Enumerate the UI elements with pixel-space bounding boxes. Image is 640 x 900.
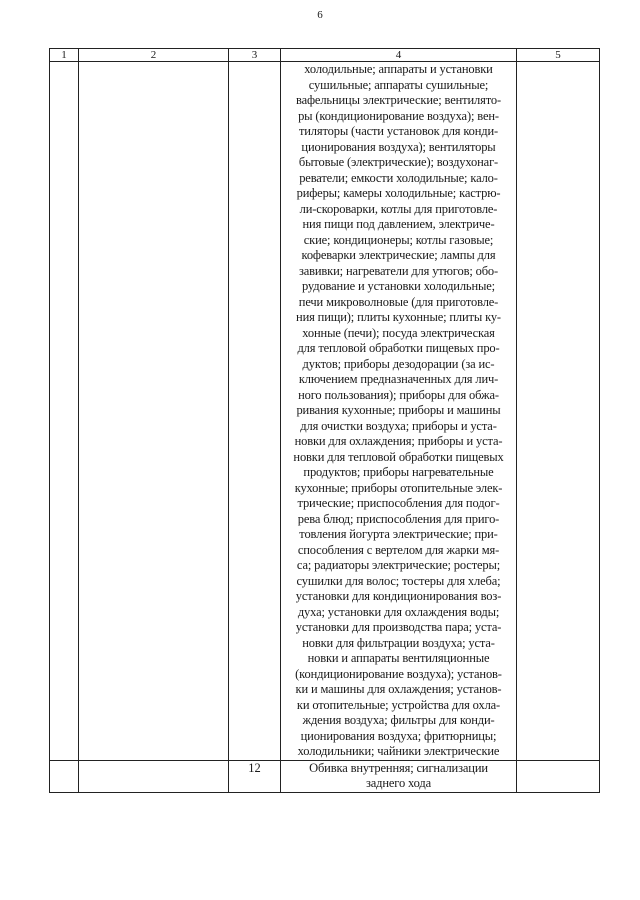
- cell-col-5: [517, 62, 600, 761]
- goods-line: установки для производства пара; уста-: [295, 620, 502, 634]
- goods-line: способления с вертелом для жарки мя-: [297, 542, 500, 557]
- cell-col-2: [79, 760, 229, 792]
- goods-line: ния пищи); плиты кухонные; плиты ку-: [296, 310, 501, 324]
- goods-line: ждения воздуха; фильтры для конди-: [302, 713, 495, 727]
- goods-line: новки для охлаждения; приборы и уста-: [294, 434, 503, 448]
- goods-line: печи микроволновые (для приготовле-: [298, 294, 499, 309]
- goods-line: новки для тепловой обработки пищевых: [293, 449, 504, 464]
- goods-line: товления йогурта электрические; при-: [299, 527, 498, 541]
- goods-line: ки отопительные; устройства для охла-: [296, 697, 501, 712]
- goods-line: ли-скороварки, котлы для приготовле-: [299, 201, 498, 216]
- goods-line: Обивка внутренняя; сигнализации: [309, 760, 488, 775]
- cell-col-2: [79, 62, 229, 761]
- goods-classification-table: [49, 48, 600, 793]
- cell-col-1: [50, 62, 79, 761]
- goods-line: для очистки воздуха; приборы и уста-: [300, 418, 497, 433]
- goods-line: ния пищи под давлением, электриче-: [302, 217, 495, 231]
- goods-line: ного пользования); приборы для обжа-: [298, 387, 499, 402]
- goods-line: завивки; нагреватели для утюгов; обо-: [298, 263, 499, 278]
- header-col-4: 4: [281, 49, 517, 62]
- goods-line: са; радиаторы электрические; ростеры;: [296, 558, 501, 572]
- goods-line: продуктов; приборы нагревательные: [303, 465, 494, 479]
- goods-line: новки для фильтрации воздуха; уста-: [302, 635, 495, 650]
- goods-line: для тепловой обработки пищевых про-: [297, 341, 500, 355]
- goods-line: кухонные; приборы отопительные элек-: [294, 480, 503, 495]
- goods-line: (кондиционирование воздуха); установ-: [295, 666, 502, 681]
- cell-col-5: [517, 760, 600, 792]
- table-row: [50, 62, 600, 761]
- goods-line: сушилки для волос; тостеры для хлеба;: [296, 573, 501, 588]
- cell-col-1: [50, 760, 79, 792]
- table-header-row: [50, 49, 600, 62]
- header-col-2: 2: [79, 49, 229, 62]
- goods-line: бытовые (электрические); воздухонаг-: [298, 155, 499, 169]
- goods-line: заднего хода: [365, 776, 432, 790]
- goods-line: дуктов; приборы дезодорации (за ис-: [302, 356, 495, 371]
- goods-line: установки для кондиционирования воз-: [295, 589, 502, 603]
- page-number: 6: [317, 9, 323, 21]
- goods-line: ционирования воздуха); вентиляторы: [301, 139, 496, 154]
- header-col-1: 1: [50, 49, 79, 62]
- goods-line: вафельницы электрические; вентилято-: [296, 93, 501, 107]
- goods-line: сушильные; аппараты сушильные;: [308, 77, 489, 92]
- goods-line: рудование и установки холодильные;: [302, 279, 495, 293]
- goods-line: кофеварки электрические; лампы для: [301, 248, 496, 262]
- goods-list-cell: [281, 62, 517, 761]
- goods-line: ривания кухонные; приборы и машины: [296, 403, 501, 417]
- goods-line: холодильные; аппараты и установки: [304, 62, 493, 76]
- goods-line: ки и машины для охлаждения; установ-: [295, 682, 502, 696]
- goods-line: трические; приспособления для подог-: [297, 496, 500, 510]
- goods-line: ские; кондиционеры; котлы газовые;: [303, 232, 494, 247]
- goods-line: ры (кондиционирование воздуха); вен-: [298, 108, 499, 123]
- goods-line: риферы; камеры холодильные; кастрю-: [296, 186, 501, 200]
- goods-line: ционирования воздуха; фритюрницы;: [300, 728, 497, 743]
- header-col-3: 3: [229, 49, 281, 62]
- header-col-5: 5: [517, 49, 600, 62]
- goods-list-cell: [281, 760, 517, 792]
- goods-line: хонные (печи); посуда электрическая: [302, 325, 495, 340]
- class-number-cell: 12: [229, 760, 281, 792]
- goods-line: реватели; емкости холодильные; кало-: [299, 170, 498, 185]
- goods-line: рева блюд; приспособления для приго-: [297, 511, 500, 526]
- goods-line: новки и аппараты вентиляционные: [307, 651, 490, 665]
- class-number-cell: [229, 62, 281, 761]
- goods-line: тиляторы (части установок для конди-: [298, 124, 499, 138]
- table-row: [50, 760, 600, 792]
- goods-line: холодильники; чайники электрические: [297, 744, 500, 758]
- goods-line: духа; установки для охлаждения воды;: [297, 604, 500, 619]
- goods-line: ключением предназначенных для лич-: [298, 372, 499, 386]
